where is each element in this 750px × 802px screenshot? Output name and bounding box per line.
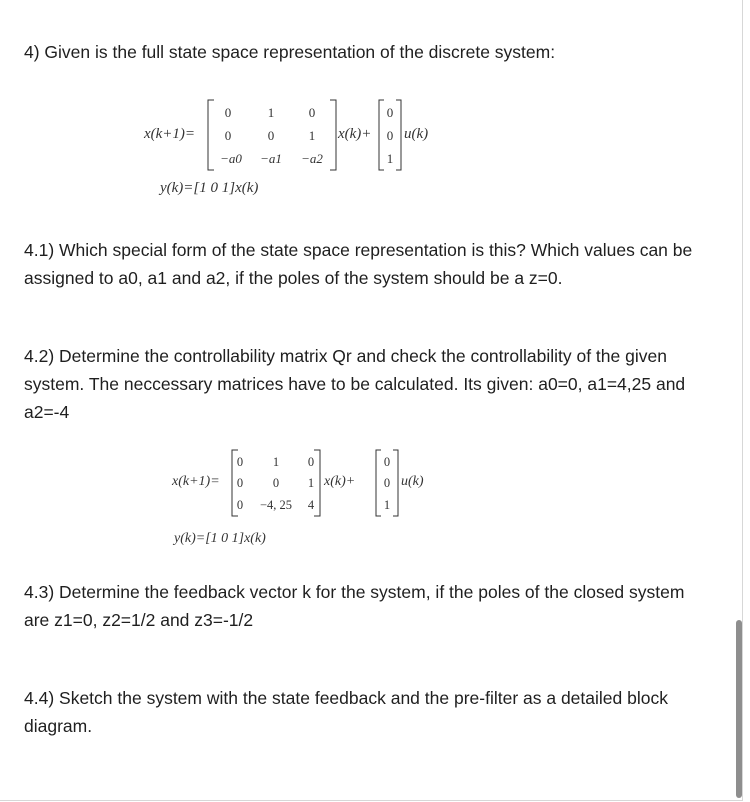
- eq1-b-2: 1: [386, 151, 394, 166]
- state-equation-2: [168, 444, 468, 554]
- eq2-b-bracket-right: [393, 450, 398, 516]
- eq1-a-00: 0: [224, 105, 232, 120]
- eq1-b-1: 0: [386, 128, 394, 143]
- eq2-a-01: 1: [272, 455, 280, 469]
- eq1-a-02: 0: [308, 105, 316, 120]
- eq2-b-0: 0: [383, 455, 391, 469]
- eq2-a-12: 1: [307, 476, 315, 490]
- eq2-a-bracket-right: [314, 450, 320, 516]
- question-4-4: 4.4) Sketch the system with the state feedback and the pre-filter as a detailed block diagram.: [24, 688, 668, 736]
- eq2-u: u(k): [401, 474, 424, 489]
- eq2-b-1: 0: [383, 476, 391, 490]
- state-equation-1: [140, 90, 470, 200]
- eq2-a-22: 4: [307, 498, 315, 512]
- eq1-a-10: 0: [224, 128, 232, 143]
- problem-title: 4) Given is the full state space representation of the discrete system:: [24, 42, 556, 62]
- eq1-a-11: 0: [267, 128, 275, 143]
- eq2-b-2: 1: [383, 498, 391, 512]
- eq1-a-22: −a2: [301, 151, 323, 166]
- eq1-b-bracket-left: [379, 100, 384, 170]
- eq1-a-bracket-right: [330, 100, 336, 170]
- eq1-a-20: −a0: [220, 151, 242, 166]
- eq2-lhs: x(k+1)=: [172, 474, 220, 489]
- eq1-a-01: 1: [267, 105, 275, 120]
- eq2-a-11: 0: [272, 476, 280, 490]
- eq1-b-0: 0: [386, 105, 394, 120]
- eq2-a-02: 0: [307, 455, 315, 469]
- eq2-b-bracket-left: [376, 450, 381, 516]
- question-4-1: 4.1) Which special form of the state space representation is this? Which values can be assigned to a0, a1 and a2, if the poles of the system should be a z=0.: [24, 240, 693, 288]
- question-4-3: 4.3) Determine the feedback vector k for the system, if the poles of the closed system are z1=0, z2=1/2 and z3=-1/2: [24, 582, 685, 630]
- eq2-a-21: −4, 25: [259, 498, 293, 512]
- eq1-xk: x(k)+: [338, 126, 372, 142]
- eq2-output: y(k)=[1 0 1]x(k): [174, 531, 266, 546]
- eq2-a-20: 0: [236, 498, 244, 512]
- eq1-output: y(k)=[1 0 1]x(k): [160, 180, 259, 196]
- eq1-a-21: −a1: [260, 151, 282, 166]
- eq2-a-10: 0: [236, 476, 244, 490]
- eq1-u: u(k): [404, 126, 429, 142]
- eq1-lhs: x(k+1)=: [144, 126, 196, 142]
- eq1-a-bracket-left: [208, 100, 214, 170]
- question-4-2: 4.2) Determine the controllability matrix Qr and check the controllability of the given system. The neccessary matrices have to be calculated. Its given: a0=0, a1=4,25 and a2=-4: [24, 346, 686, 422]
- vertical-scrollbar[interactable]: [736, 620, 742, 798]
- eq1-b-bracket-right: [396, 100, 401, 170]
- eq2-xk: x(k)+: [324, 474, 356, 489]
- eq1-a-12: 1: [308, 128, 316, 143]
- eq2-a-00: 0: [236, 455, 244, 469]
